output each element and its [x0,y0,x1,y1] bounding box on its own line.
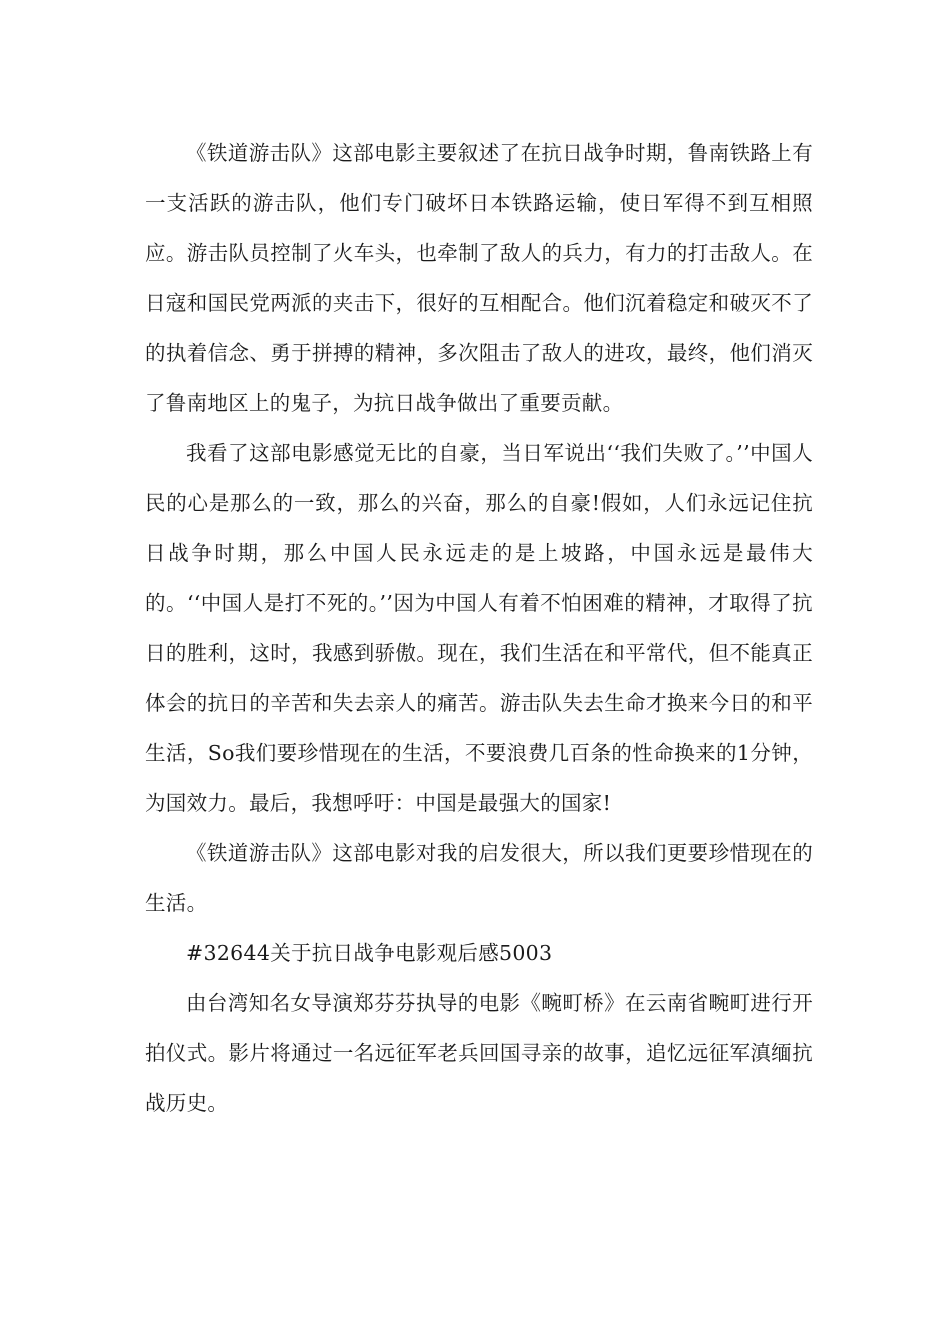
paragraph-new-film: 由台湾知名女导演郑芬芬执导的电影《畹町桥》在云南省畹町进行开拍仪式。影片将通过一名远征军老兵回国寻亲的故事，追忆远征军滇缅抗战历史。 [145,991,813,1115]
section-heading: #32644关于抗日战争电影观后感5003 [186,941,553,965]
paragraph-inspiration: 《铁道游击队》这部电影对我的启发很大，所以我们更要珍惜现在的生活。 [145,841,813,915]
paragraph-film-summary: 《铁道游击队》这部电影主要叙述了在抗日战争时期，鲁南铁路上有一支活跃的游击队，他们专门破坏日本铁路运输，使日军得不到互相照应。游击队员控制了火车头，也牵制了敌人的兵力，有力的打击敌人。在日寇和国民党两派的夹击下，很好的互相配合。他们沉着稳定和破灭不了的执着信念、勇于拼搏的精神，多次阻击了敌人的进攻，最终，他们消灭了鲁南地区上的鬼子，为抗日战争做出了重要贡献。 [145,141,813,415]
document-page [145,128,813,1128]
paragraph-reflection: 我看了这部电影感觉无比的自豪，当日军说出‘‘我们失败了。’’中国人民的心是那么的一致，那么的兴奋，那么的自豪!假如，人们永远记住抗日战争时期，那么中国人民永远走的是上坡路，中国永远是最伟大的。‘‘中国人是打不死的。’’因为中国人有着不怕困难的精神，才取得了抗日的胜利，这时，我感到骄傲。现在，我们生活在和平常代，但不能真正体会的抗日的辛苦和失去亲人的痛苦。游击队失去生命才换来今日的和平生活，So我们要珍惜现在的生活，不要浪费几百条的性命换来的1分钟，为国效力。最后，我想呼吁：中国是最强大的国家! [145,441,813,815]
